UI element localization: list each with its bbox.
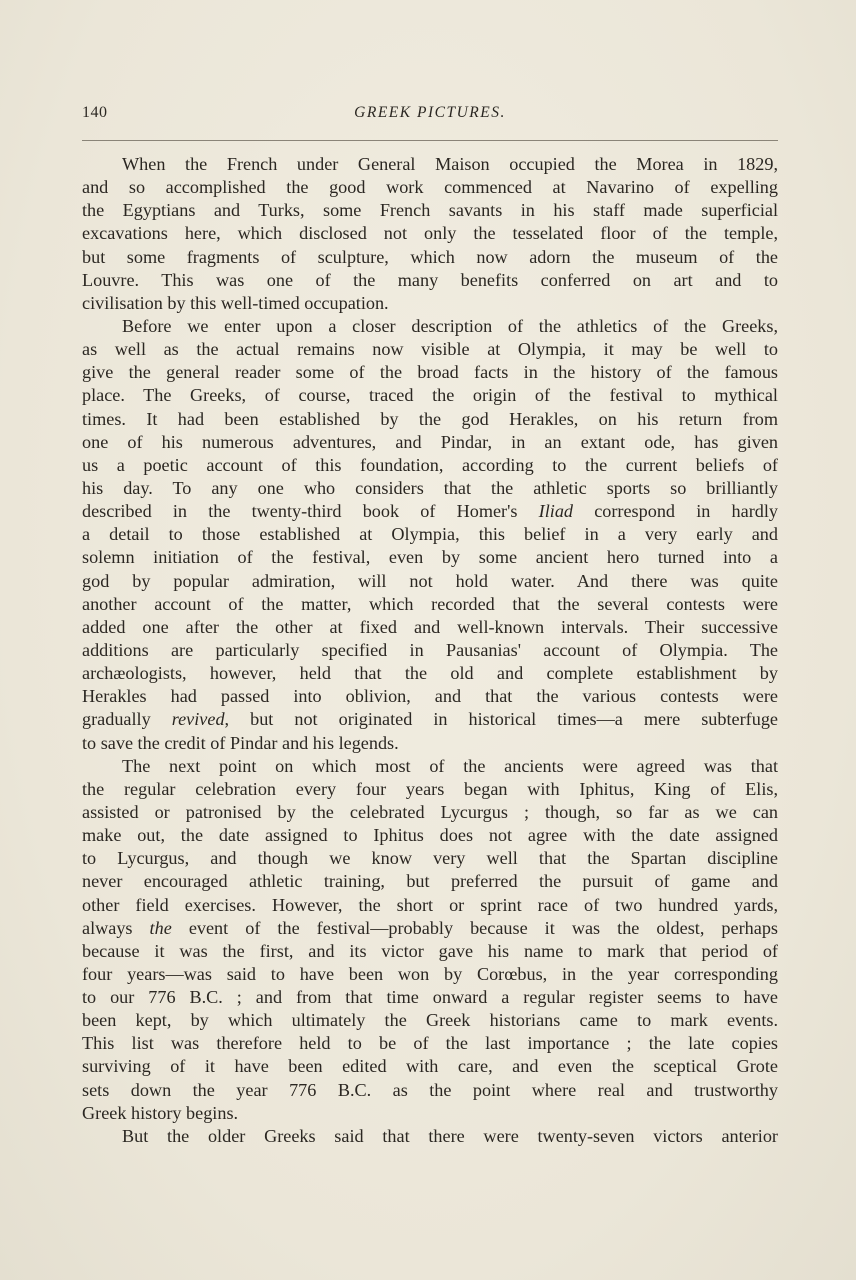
text-line: This list was therefore held to be of the last importance ; the late copies (82, 1033, 778, 1054)
text-line: another account of the matter, which recorded that the several contests were (82, 593, 778, 614)
text-line: archæologists, however, held that the old and complete establishment by (82, 663, 778, 684)
text-line: Before we enter upon a closer description of the athletics of the Greeks, (122, 315, 778, 336)
header-rule (82, 140, 778, 141)
text-line: sets down the year 776 B.C. as the point where real and trustworthy (82, 1079, 778, 1100)
text-line: surviving of it have been edited with care, and even the sceptical Grote (82, 1056, 778, 1077)
text-line: the regular celebration every four years began with Iphitus, King of Elis, (82, 778, 778, 799)
text-line: to Lycurgus, and though we know very well that the Spartan discipline (82, 848, 778, 869)
text-line: gradually revived, but not originated in historical times—a mere subterfuge (82, 709, 778, 730)
text-line: added one after the other at fixed and well-known intervals. Their successive (82, 616, 778, 637)
text-line: his day. To any one who considers that the athletic sports so brilliantly (82, 477, 778, 498)
italic-word: Iliad (538, 501, 574, 522)
text-line: one of his numerous adventures, and Pindar, in an extant ode, has given (82, 431, 778, 452)
text-line: additions are particularly specified in Pausanias' account of Olympia. The (82, 639, 778, 660)
italic-word: the (149, 917, 172, 938)
text-line: because it was the first, and its victor gave his name to mark that period of (82, 940, 778, 961)
text-line: and so accomplished the good work commenced at Navarino of expelling (82, 177, 778, 198)
text-line: described in the twenty-third book of Homer's Iliad correspond in hardly (82, 501, 778, 522)
page-header (82, 104, 778, 128)
text-line: place. The Greeks, of course, traced the origin of the festival to mythical (82, 385, 778, 406)
text-line: assisted or patronised by the celebrated Lycurgus ; though, so far as we can (82, 801, 778, 822)
text-line: god by popular admiration, will not hold water. And there was quite (82, 570, 778, 591)
text-line: excavations here, which disclosed not only the tesselated floor of the temple, (82, 223, 778, 244)
text-line: the Egyptians and Turks, some French savants in his staff made superficial (82, 200, 778, 221)
page-number: 140 (82, 104, 108, 121)
text-line: But the older Greeks said that there were twenty-seven victors anterior (122, 1125, 778, 1146)
running-head: GREEK PICTURES. (354, 104, 506, 121)
text-line: Greek history begins. (82, 1102, 239, 1123)
text-line: Louvre. This was one of the many benefits conferred on art and to (82, 269, 778, 290)
text-line: times. It had been established by the god Herakles, on his return from (82, 408, 778, 429)
italic-word: revived (171, 709, 225, 730)
body-text (82, 153, 778, 1148)
text-line: The next point on which most of the ancients were agreed was that (122, 755, 778, 776)
text-line: other field exercises. However, the short or sprint race of two hundred yards, (82, 894, 778, 915)
text-line: solemn initiation of the festival, even by some ancient hero turned into a (82, 547, 778, 568)
text-line: Herakles had passed into oblivion, and that the various contests were (82, 686, 778, 707)
text-line: been kept, by which ultimately the Greek historians came to mark events. (82, 1010, 778, 1031)
text-line: a detail to those established at Olympia, this belief in a very early and (82, 524, 778, 545)
text-line: never encouraged athletic training, but preferred the pursuit of game and (82, 871, 778, 892)
text-line: make out, the date assigned to Iphitus does not agree with the date assigned (82, 825, 778, 846)
text-line: to our 776 B.C. ; and from that time onward a regular register seems to have (82, 987, 778, 1008)
text-line: as well as the actual remains now visible at Olympia, it may be well to (82, 339, 778, 360)
text-line: always the event of the festival—probably because it was the oldest, perhaps (82, 917, 778, 938)
text-line: four years—was said to have been won by Corœbus, in the year corresponding (82, 963, 778, 984)
text-line: give the general reader some of the broad facts in the history of the famous (82, 362, 778, 383)
text-line: us a poetic account of this foundation, according to the current beliefs of (82, 454, 778, 475)
text-line: civilisation by this well-timed occupation. (82, 292, 389, 313)
text-line: to save the credit of Pindar and his legends. (82, 732, 399, 753)
text-line: but some fragments of sculpture, which now adorn the museum of the (82, 246, 778, 267)
text-line: When the French under General Maison occupied the Morea in 1829, (122, 154, 778, 174)
